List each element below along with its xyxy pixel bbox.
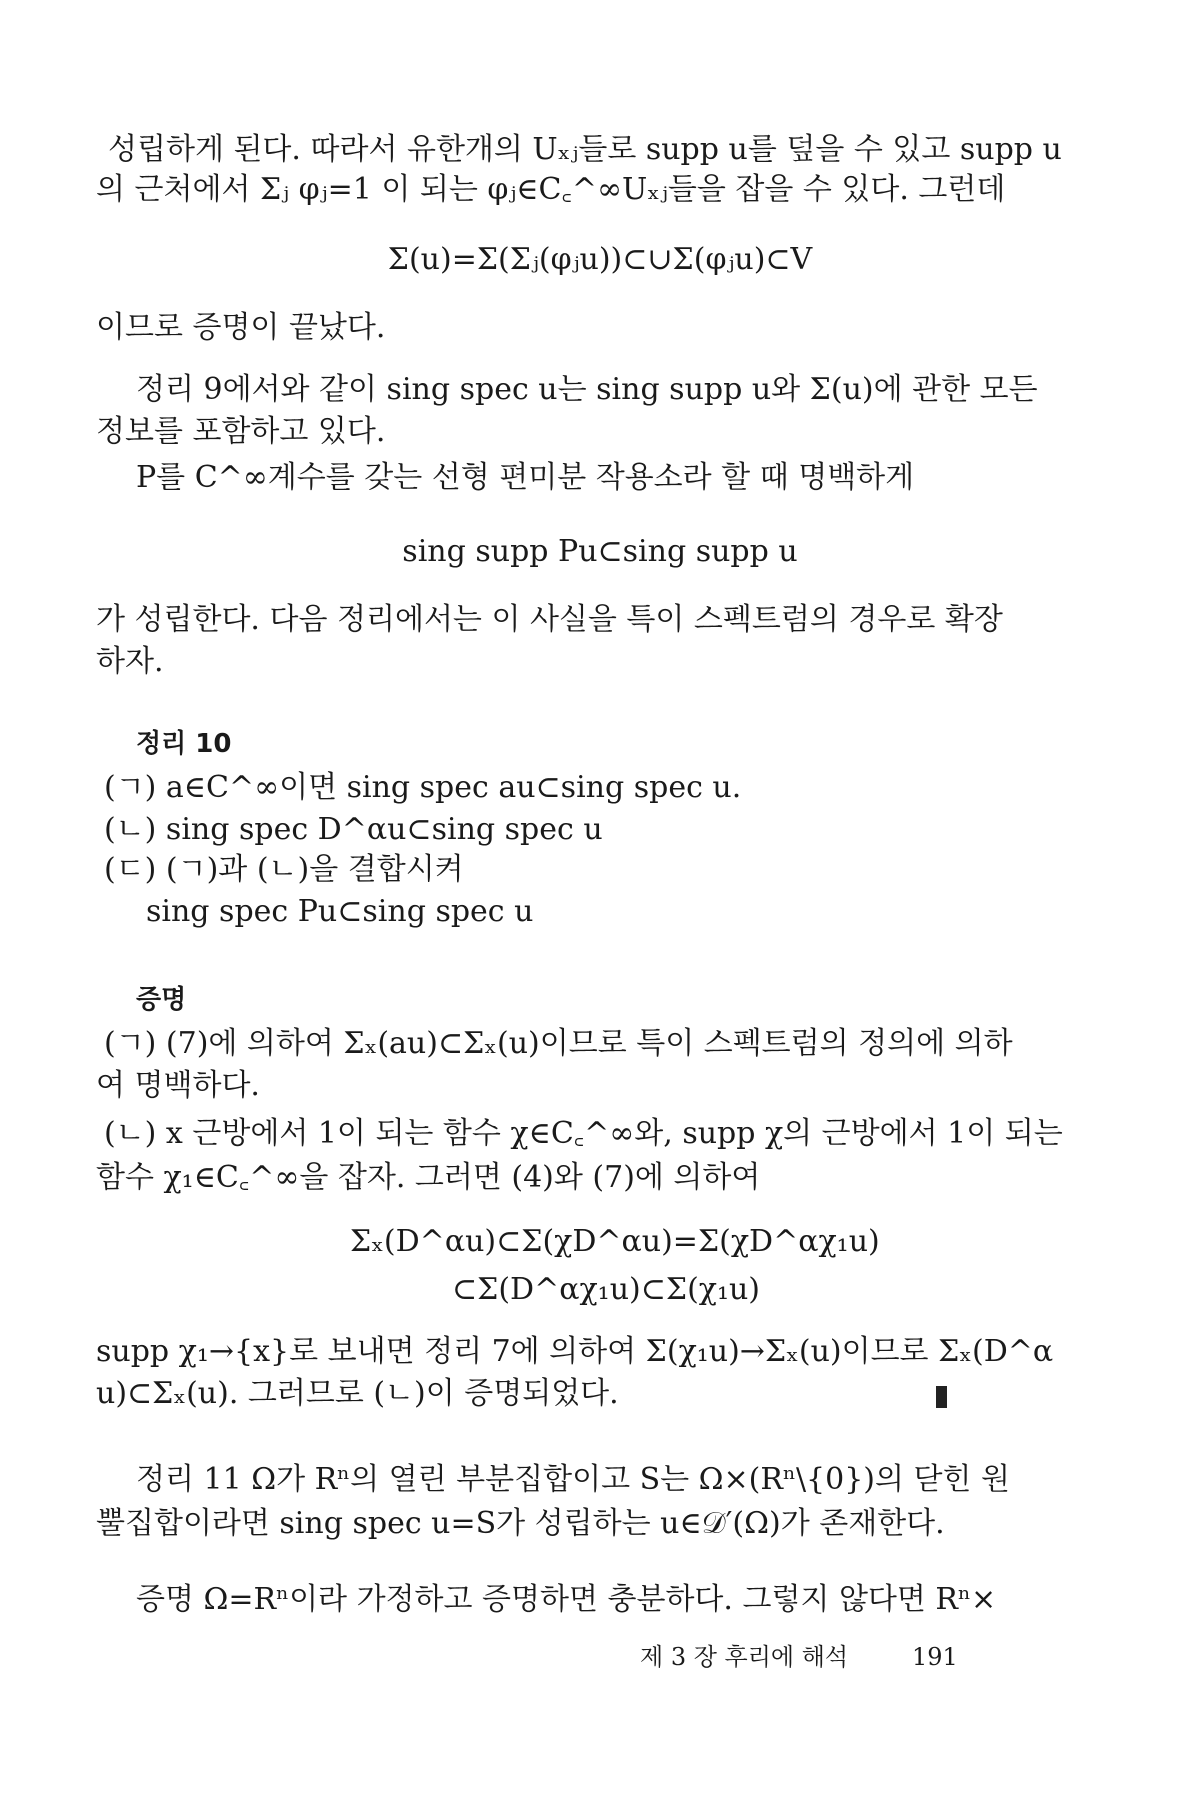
proof-heading: 증명	[136, 985, 187, 1015]
equation: ⊂Σ(D^αχ₁u)⊂Σ(χ₁u)	[452, 1272, 761, 1307]
paragraph-line: 이므로 증명이 끝났다.	[96, 310, 386, 345]
chapter-footer: 제 3 장 후리에 해석	[640, 1643, 849, 1671]
equation: sing supp Pu⊂sing supp u	[402, 534, 798, 569]
paragraph-line: supp χ₁→{x}로 보내면 정리 7에 의하여 Σ(χ₁u)→Σₓ(u)이므로 Σₓ(D^α	[96, 1334, 1054, 1369]
theorem-item: (ㄱ) a∈C^∞이면 sing spec au⊂sing spec u.	[104, 770, 742, 805]
theorem-heading: 정리 10	[136, 729, 232, 759]
paragraph-line: 정리 9에서와 같이 sing spec u는 sing supp u와 Σ(u)에 관한 모든	[136, 372, 1038, 407]
theorem-item: (ㄷ) (ㄱ)과 (ㄴ)을 결합시켜	[104, 852, 464, 887]
paragraph-line: 정보를 포함하고 있다.	[96, 414, 386, 449]
theorem-item: sing spec Pu⊂sing spec u	[146, 894, 534, 929]
paragraph-line: 하자.	[96, 644, 164, 679]
paragraph-line: u)⊂Σₓ(u). 그러므로 (ㄴ)이 증명되었다.	[96, 1376, 619, 1411]
equation: Σₓ(D^αu)⊂Σ(χD^αu)=Σ(χD^αχ₁u)	[350, 1224, 880, 1259]
qed-mark	[936, 1386, 947, 1408]
paragraph-line: 여 명백하다.	[96, 1068, 260, 1103]
paragraph-line: 가 성립한다. 다음 정리에서는 이 사실을 특이 스펙트럼의 경우로 확장	[96, 602, 1003, 637]
paragraph-line: 성립하게 된다. 따라서 유한개의 Uₓⱼ들로 supp u를 덮을 수 있고 supp u	[108, 132, 1062, 167]
paragraph-line: P를 C^∞계수를 갖는 선형 편미분 작용소라 할 때 명백하게	[136, 460, 915, 495]
paragraph-line: 함수 χ₁∈C꜀^∞을 잡자. 그러면 (4)와 (7)에 의하여	[96, 1160, 761, 1195]
paragraph-line: 의 근처에서 Σⱼ φⱼ=1 이 되는 φⱼ∈C꜀^∞Uₓⱼ들을 잡을 수 있다. 그런데	[96, 172, 1006, 207]
paragraph-line: (ㄱ) (7)에 의하여 Σₓ(au)⊂Σₓ(u)이므로 특이 스펙트럼의 정의에 의하	[104, 1026, 1013, 1061]
proof-line: 증명 Ω=Rⁿ이라 가정하고 증명하면 충분하다. 그렇지 않다면 Rⁿ×	[136, 1582, 997, 1617]
paragraph-line: (ㄴ) x 근방에서 1이 되는 함수 χ∈C꜀^∞와, supp χ의 근방에서 1이 되는	[104, 1116, 1063, 1151]
theorem-statement: 정리 11 Ω가 Rⁿ의 열린 부분집합이고 S는 Ω×(Rⁿ\{0})의 닫힌 원	[136, 1462, 1011, 1497]
equation: Σ(u)=Σ(Σⱼ(φⱼu))⊂∪Σ(φⱼu)⊂V	[387, 242, 813, 277]
theorem-item: (ㄴ) sing spec D^αu⊂sing spec u	[104, 812, 603, 847]
theorem-statement: 뿔집합이라면 sing spec u=S가 성립하는 u∈𝒟′(Ω)가 존재한다.	[96, 1506, 945, 1541]
page-number: 191	[912, 1643, 958, 1671]
